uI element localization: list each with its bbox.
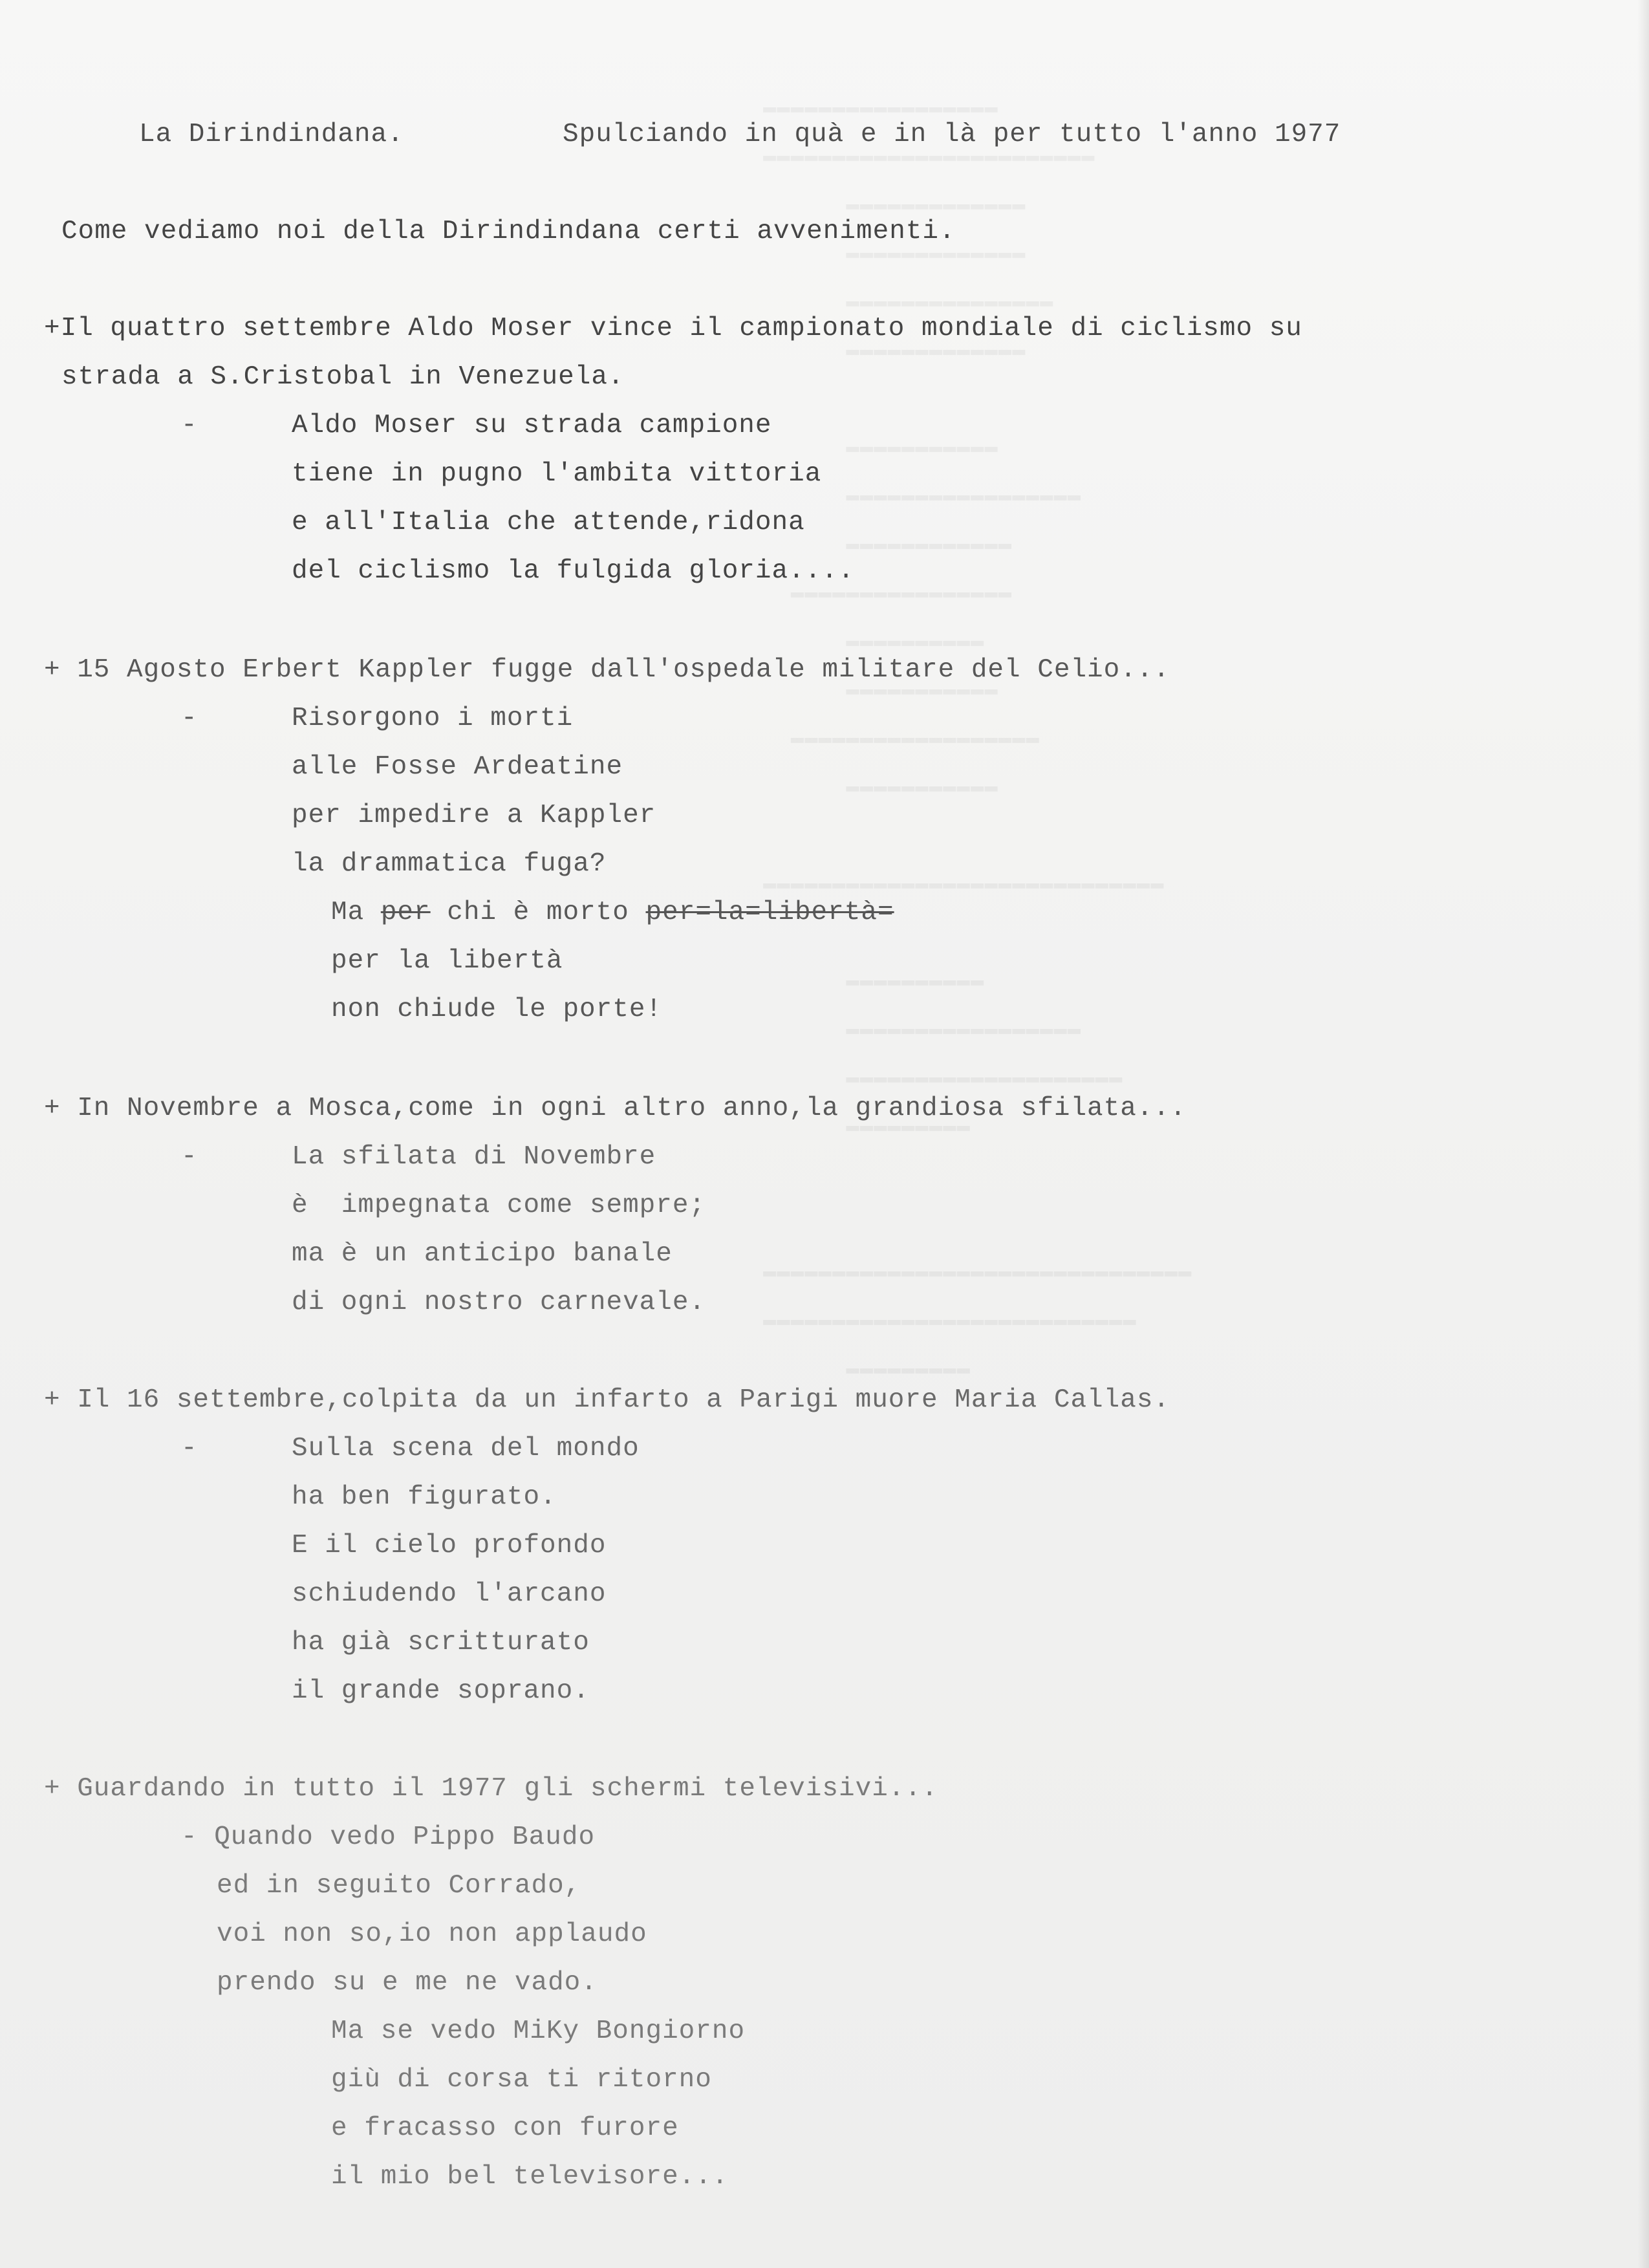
tv-verse-5: Ma se vedo MiKy Bongiorno [331,2016,746,2046]
callas-verse-6: il grande soprano. [292,1676,590,1706]
callas-verse-4: schiudendo l'arcano [292,1579,607,1609]
moser-verse-4: del ciclismo la fulgida gloria.... [292,556,855,586]
tv-verse-6: giù di corsa ti ritorno [331,2065,712,2095]
moser-item-line1: +Il quattro settembre Aldo Moser vince il campionato mondiale di ciclismo su [44,314,1302,343]
mosca-verse-3: ma è un anticipo banale [292,1239,673,1269]
kappler-verse-7: non chiude le porte! [331,995,663,1024]
callas-verse-3: E il cielo profondo [292,1531,607,1561]
moser-verse-2: tiene in pugno l'ambita vittoria [292,459,822,489]
kappler-verse-4: la drammatica fuga? [292,849,607,879]
kappler-verse-3: per impedire a Kappler [292,801,656,830]
tv-verse-3: voi non so,io non applaudo [217,1919,647,1949]
kappler-item-line1: + 15 Agosto Erbert Kappler fugge dall'ospedale militare del Celio... [44,655,1170,685]
tv-verse-8: il mio bel televisore... [331,2162,729,2192]
tv-item-line1: + Guardando in tutto il 1977 gli schermi televisivi... [44,1774,938,1804]
intro-line: Come vediamo noi della Dirindindana certi avvenimenti. [61,217,956,246]
kappler-verse-6: per la libertà [331,946,563,976]
kappler-verse-2: alle Fosse Ardeatine [292,752,623,782]
mosca-verse-4: di ogni nostro carnevale. [292,1288,706,1317]
callas-verse-2: ha ben figurato. [292,1482,557,1512]
mosca-verse-dash: - [181,1142,198,1172]
kappler-verse-1: Risorgono i morti [292,704,574,733]
tv-verse-4: prendo su e me ne vado. [217,1968,598,1998]
moser-verse-1: Aldo Moser su strada campione [292,411,772,440]
moser-verse-3: e all'Italia che attende,ridona [292,508,805,537]
callas-verse-5: ha già scritturato [292,1628,590,1658]
moser-item-line2: strada a S.Cristobal in Venezuela. [61,362,625,392]
callas-verse-dash: - [181,1434,198,1463]
mosca-verse-2: è impegnata come sempre; [292,1191,706,1220]
kappler-verse-5-mid: chi è morto [447,898,629,927]
tv-verse-7: e fracasso con furore [331,2113,679,2143]
document-title: La Dirindindana. [139,120,404,149]
callas-item-line1: + Il 16 settembre,colpita da un infarto a Parigi muore Maria Callas. [44,1385,1170,1415]
callas-verse-1: Sulla scena del mondo [292,1434,640,1463]
show-through-texture [763,84,1571,1394]
tv-verse-2: ed in seguito Corrado, [217,1871,581,1901]
mosca-verse-1: La sfilata di Novembre [292,1142,656,1172]
moser-verse-dash: - [181,411,198,440]
kappler-verse-5 [331,896,894,929]
tv-verse-1: - Quando vedo Pippo Baudo [181,1822,596,1852]
mosca-item-line1: + In Novembre a Mosca,come in ogni altro anno,la grandiosa sfilata... [44,1094,1187,1123]
kappler-verse-dash: - [181,704,198,733]
kappler-struck-word: per [380,898,431,927]
kappler-verse-5-start: Ma [331,898,365,927]
document-subtitle: Spulciando in quà e in là per tutto l'anno 1977 [563,120,1341,149]
kappler-struck-phrase: per=la=libertà= [645,898,894,927]
